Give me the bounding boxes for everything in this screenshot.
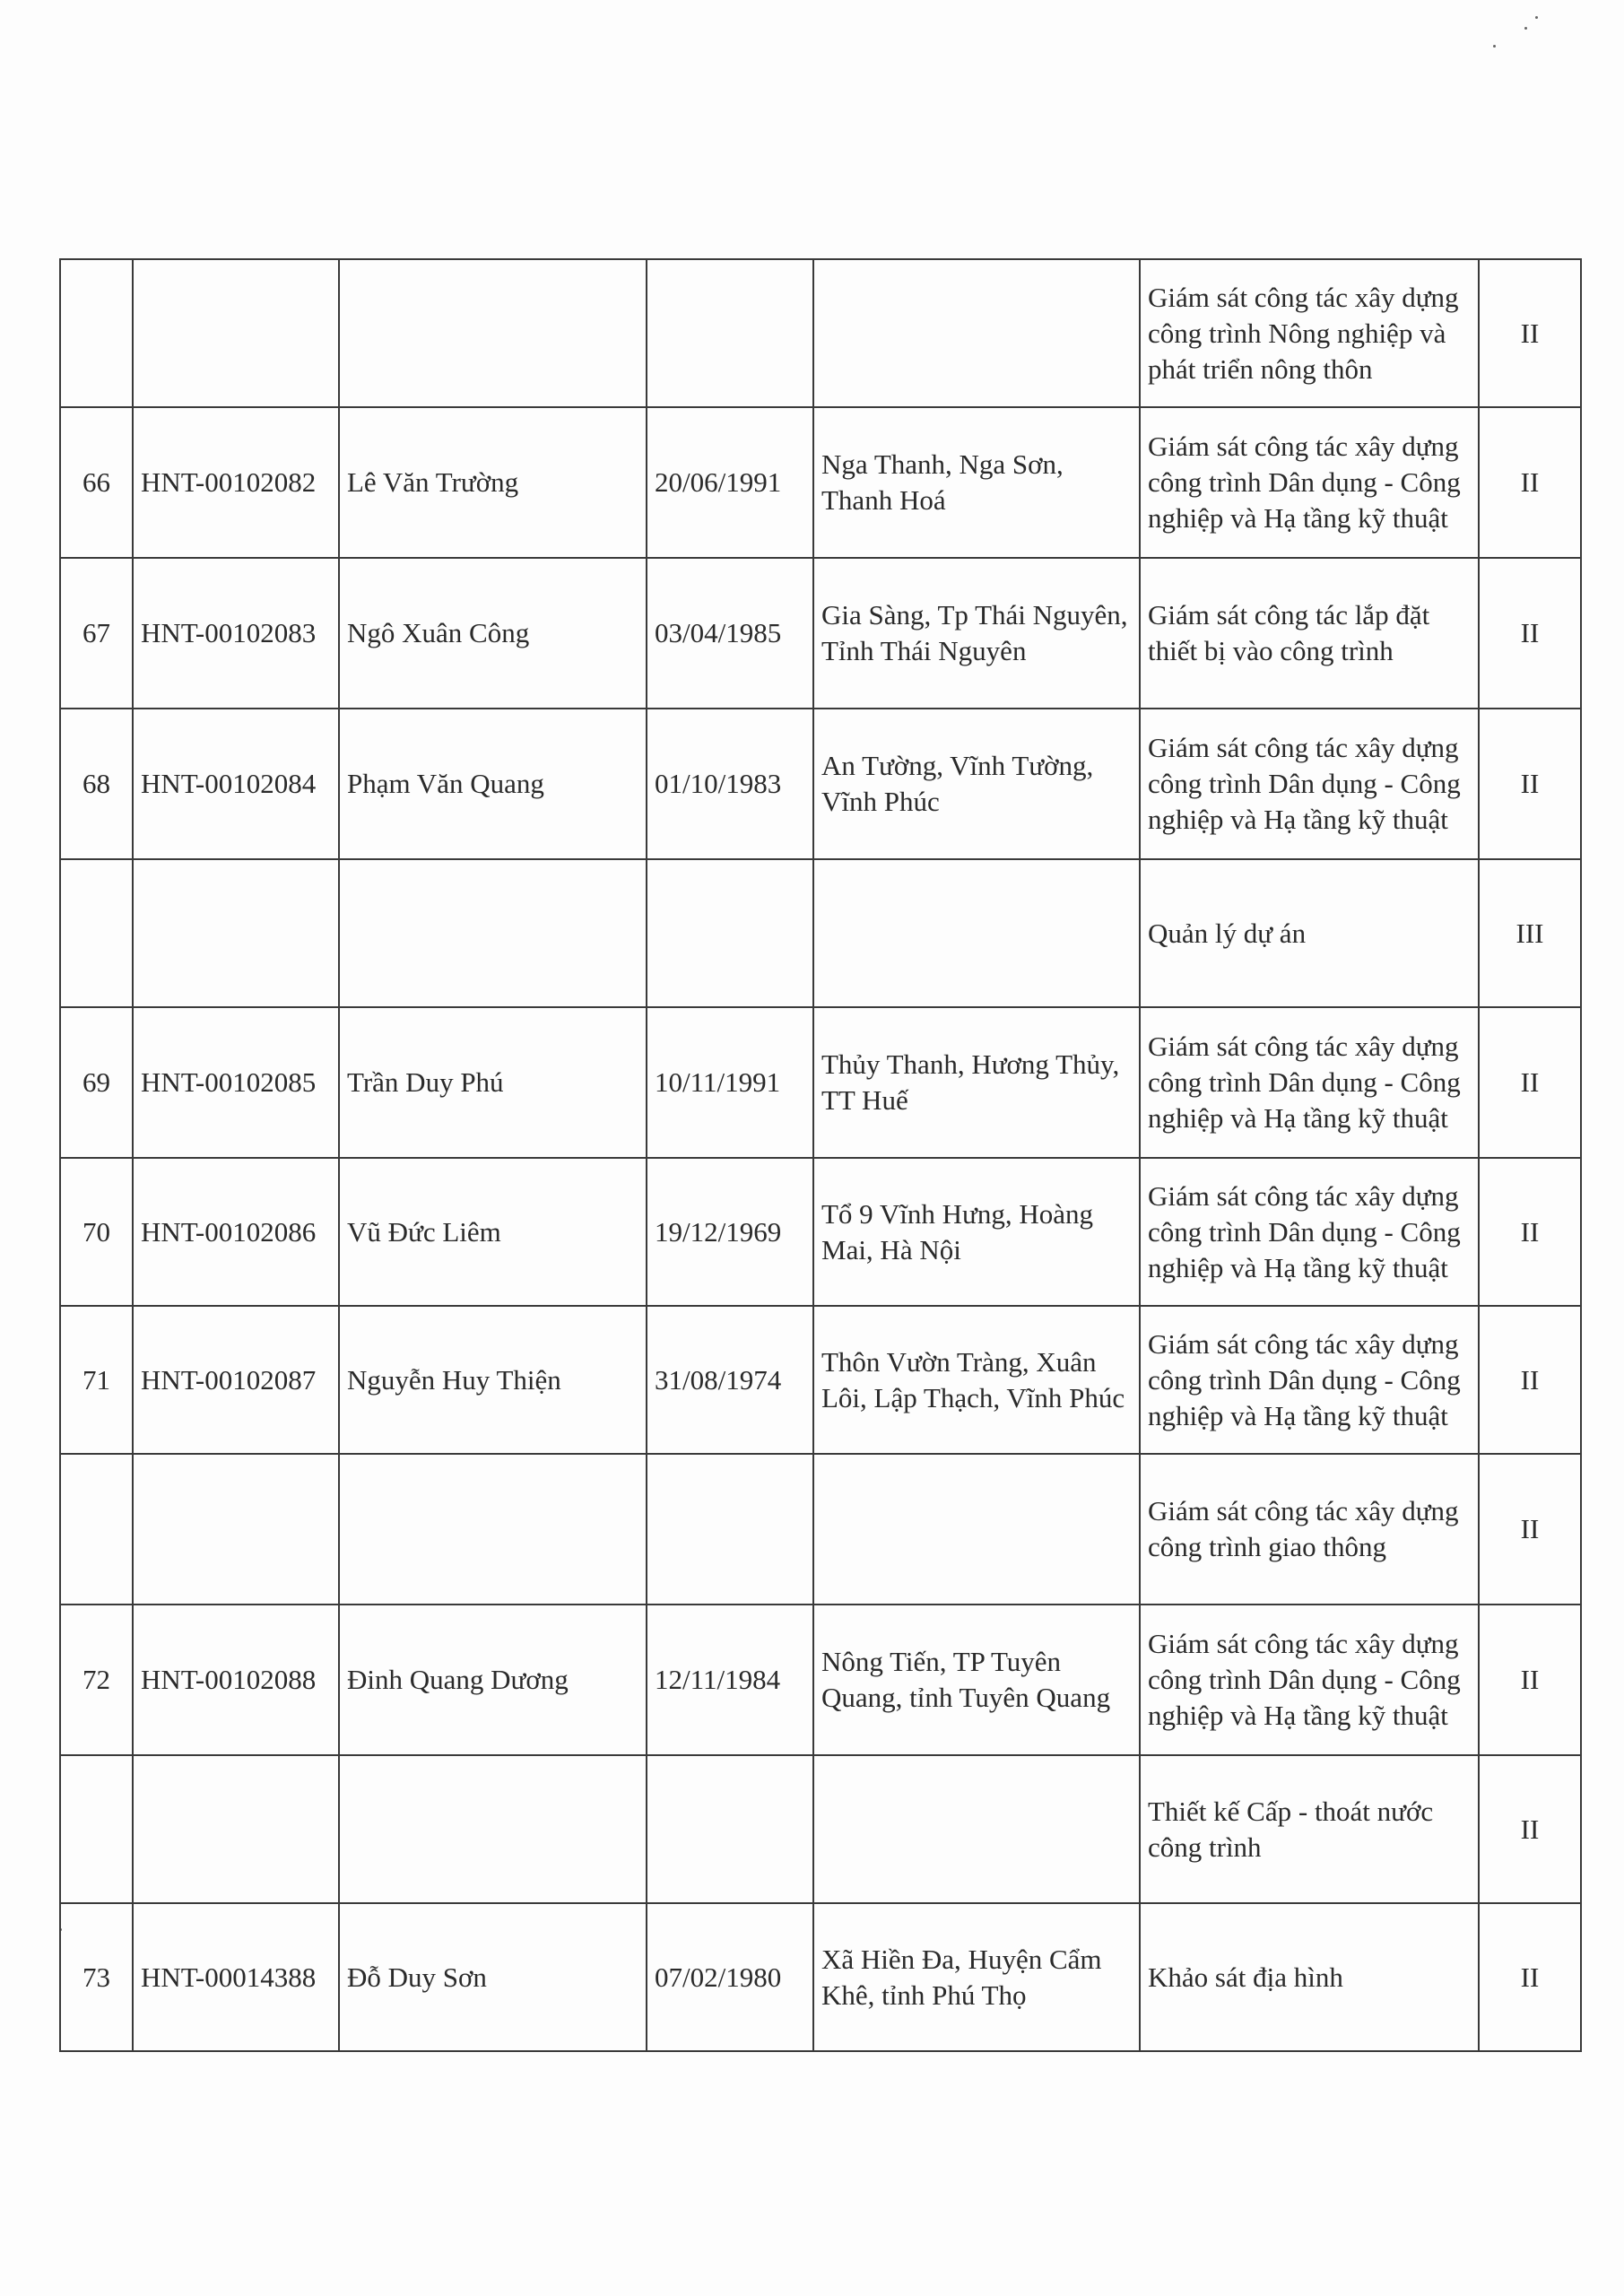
practice-field: Thiết kế Cấp - thoát nước công trình [1140, 1755, 1479, 1903]
certificate-code: HNT-00102087 [133, 1306, 339, 1454]
address: Nga Thanh, Nga Sơn, Thanh Hoá [813, 407, 1140, 558]
address: An Tường, Vĩnh Tường, Vĩnh Phúc [813, 709, 1140, 859]
full-name [339, 1454, 647, 1605]
full-name: Lê Văn Trường [339, 407, 647, 558]
rank: II [1479, 259, 1581, 407]
rank: II [1479, 709, 1581, 859]
scan-speck [1535, 16, 1538, 19]
date-of-birth [647, 859, 813, 1007]
address [813, 1454, 1140, 1605]
practice-field: Giám sát công tác xây dựng công trình Dân dụng - Công nghiệp và Hạ tầng kỹ thuật [1140, 407, 1479, 558]
certificate-code: HNT-00102088 [133, 1605, 339, 1755]
certificate-code [133, 259, 339, 407]
row-number [60, 1454, 133, 1605]
rank: II [1479, 558, 1581, 709]
certificate-code: HNT-00102082 [133, 407, 339, 558]
table-row [60, 1306, 1581, 1454]
date-of-birth: 10/11/1991 [647, 1007, 813, 1158]
address [813, 259, 1140, 407]
row-number [60, 859, 133, 1007]
certificate-code: HNT-00102086 [133, 1158, 339, 1306]
rank: II [1479, 407, 1581, 558]
certificate-code: HNT-00102085 [133, 1007, 339, 1158]
table-row [60, 558, 1581, 709]
row-number: 67 [60, 558, 133, 709]
full-name [339, 1755, 647, 1903]
full-name: Đinh Quang Dương [339, 1605, 647, 1755]
date-of-birth: 03/04/1985 [647, 558, 813, 709]
table-row [60, 259, 1581, 407]
address: Thủy Thanh, Hương Thủy, TT Huế [813, 1007, 1140, 1158]
table-row [60, 859, 1581, 1007]
full-name: Đỗ Duy Sơn [339, 1903, 647, 2051]
full-name: Vũ Đức Liêm [339, 1158, 647, 1306]
practice-field: Quản lý dự án [1140, 859, 1479, 1007]
row-number: 73 [60, 1903, 133, 2051]
certificate-code [133, 1755, 339, 1903]
practice-field: Giám sát công tác lắp đặt thiết bị vào công trình [1140, 558, 1479, 709]
practice-field: Giám sát công tác xây dựng công trình giao thông [1140, 1454, 1479, 1605]
date-of-birth: 31/08/1974 [647, 1306, 813, 1454]
table-row [60, 1158, 1581, 1306]
practice-field: Giám sát công tác xây dựng công trình Dân dụng - Công nghiệp và Hạ tầng kỹ thuật [1140, 1605, 1479, 1755]
full-name: Trần Duy Phú [339, 1007, 647, 1158]
practice-field: Giám sát công tác xây dựng công trình Dân dụng - Công nghiệp và Hạ tầng kỹ thuật [1140, 1306, 1479, 1454]
address: Thôn Vườn Tràng, Xuân Lôi, Lập Thạch, Vĩnh Phúc [813, 1306, 1140, 1454]
date-of-birth [647, 1755, 813, 1903]
address: Xã Hiền Đa, Huyện Cẩm Khê, tỉnh Phú Thọ [813, 1903, 1140, 2051]
row-number: 66 [60, 407, 133, 558]
full-name [339, 259, 647, 407]
practice-field: Khảo sát địa hình [1140, 1903, 1479, 2051]
rank: II [1479, 1007, 1581, 1158]
rank: II [1479, 1306, 1581, 1454]
rank: II [1479, 1605, 1581, 1755]
address: Nông Tiến, TP Tuyên Quang, tỉnh Tuyên Quang [813, 1605, 1140, 1755]
certificate-code [133, 859, 339, 1007]
full-name: Phạm Văn Quang [339, 709, 647, 859]
date-of-birth: 12/11/1984 [647, 1605, 813, 1755]
address: Tổ 9 Vĩnh Hưng, Hoàng Mai, Hà Nội [813, 1158, 1140, 1306]
certificate-code: HNT-00102084 [133, 709, 339, 859]
row-number: 68 [60, 709, 133, 859]
table-row [60, 1903, 1581, 2051]
registry-table [59, 258, 1582, 2052]
address: Gia Sàng, Tp Thái Nguyên, Tỉnh Thái Nguyên [813, 558, 1140, 709]
date-of-birth: 01/10/1983 [647, 709, 813, 859]
table-row [60, 1007, 1581, 1158]
full-name [339, 859, 647, 1007]
row-number [60, 1755, 133, 1903]
date-of-birth: 19/12/1969 [647, 1158, 813, 1306]
practice-field: Giám sát công tác xây dựng công trình Dân dụng - Công nghiệp và Hạ tầng kỹ thuật [1140, 1007, 1479, 1158]
rank: II [1479, 1903, 1581, 2051]
full-name: Ngô Xuân Công [339, 558, 647, 709]
table-row [60, 407, 1581, 558]
date-of-birth [647, 259, 813, 407]
row-number: 69 [60, 1007, 133, 1158]
row-number: 72 [60, 1605, 133, 1755]
certificate-code: HNT-00014388 [133, 1903, 339, 2051]
table-row [60, 709, 1581, 859]
practice-field: Giám sát công tác xây dựng công trình Dân dụng - Công nghiệp và Hạ tầng kỹ thuật [1140, 1158, 1479, 1306]
rank: II [1479, 1158, 1581, 1306]
certificate-code: HNT-00102083 [133, 558, 339, 709]
rank: II [1479, 1454, 1581, 1605]
address [813, 1755, 1140, 1903]
practice-field: Giám sát công tác xây dựng công trình Dân dụng - Công nghiệp và Hạ tầng kỹ thuật [1140, 709, 1479, 859]
table-row [60, 1605, 1581, 1755]
row-number: 71 [60, 1306, 133, 1454]
date-of-birth: 20/06/1991 [647, 407, 813, 558]
scan-speck [1493, 45, 1496, 48]
practice-field: Giám sát công tác xây dựng công trình Nông nghiệp và phát triển nông thôn [1140, 259, 1479, 407]
rank: III [1479, 859, 1581, 1007]
rank: II [1479, 1755, 1581, 1903]
certificate-code [133, 1454, 339, 1605]
date-of-birth: 07/02/1980 [647, 1903, 813, 2051]
table-row [60, 1755, 1581, 1903]
address [813, 859, 1140, 1007]
date-of-birth [647, 1454, 813, 1605]
full-name: Nguyễn Huy Thiện [339, 1306, 647, 1454]
scan-speck [1524, 27, 1527, 30]
row-number [60, 259, 133, 407]
row-number: 70 [60, 1158, 133, 1306]
table-row [60, 1454, 1581, 1605]
